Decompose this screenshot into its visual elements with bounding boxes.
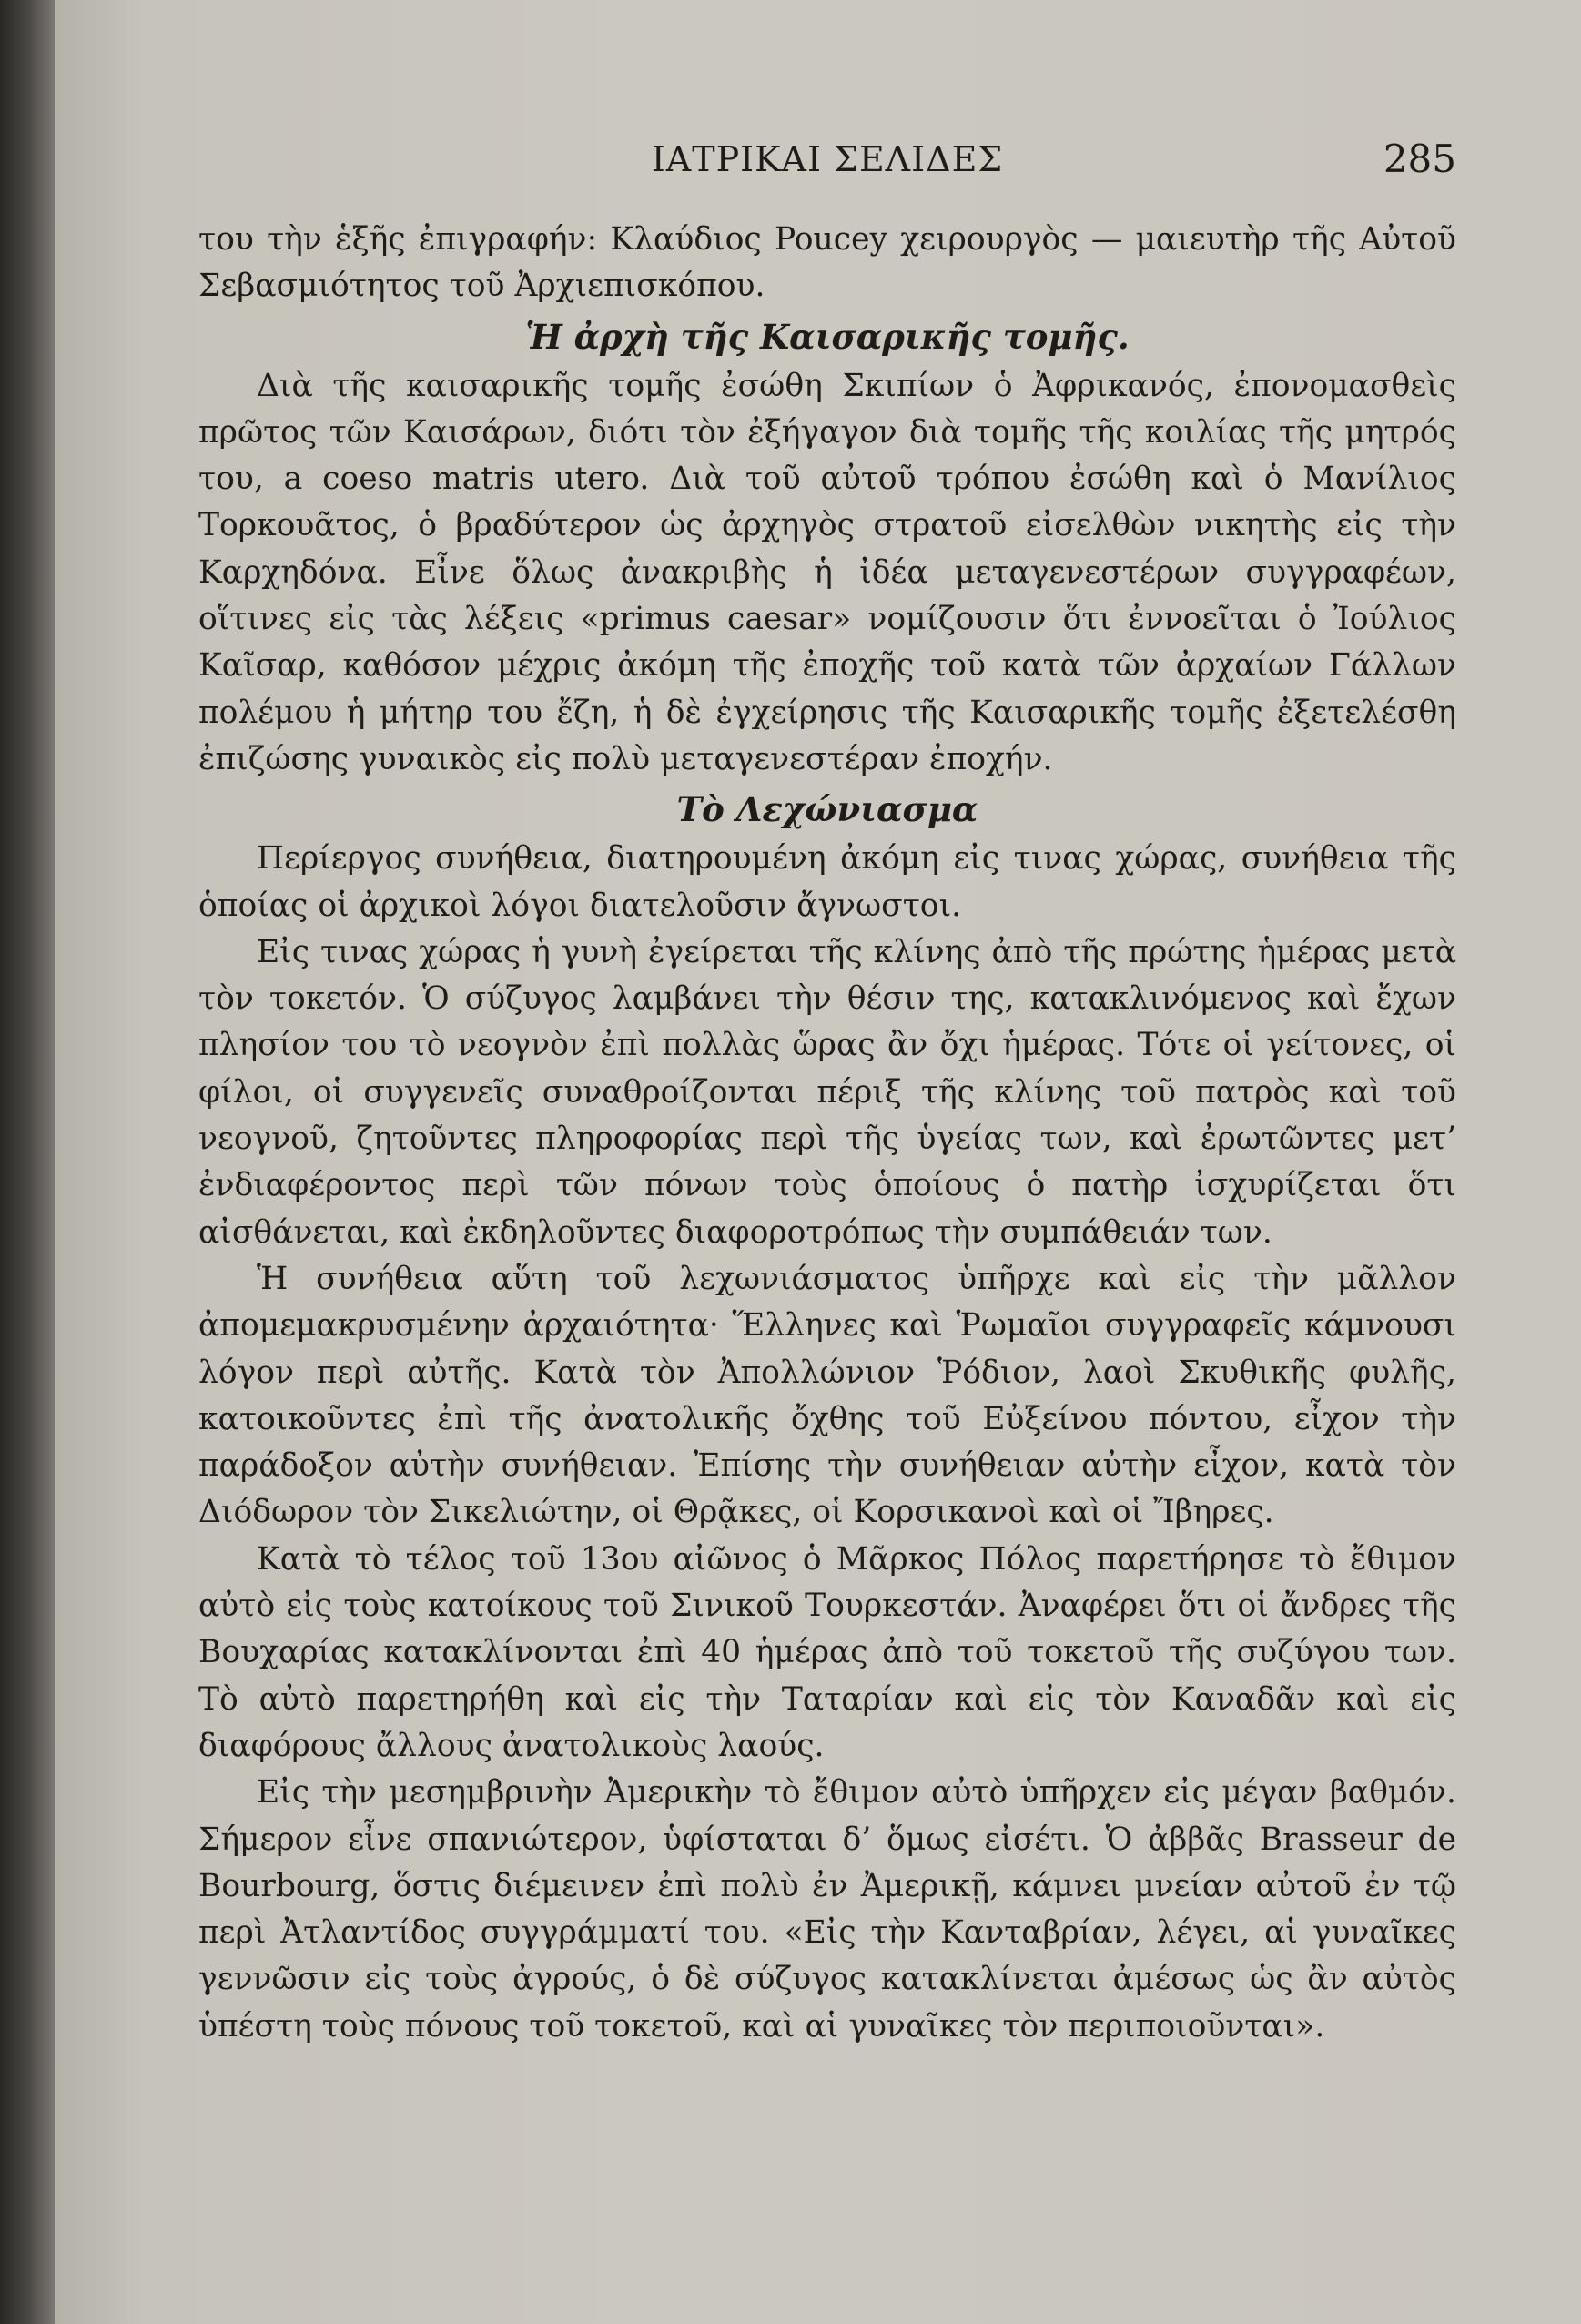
paragraph-marco-polo: Κατὰ τὸ τέλος τοῦ 13ου αἰῶνος ὁ Μᾶρκος Πόλος παρετήρησε τὸ ἔθιμον αὐτὸ εἰς τοὺς κατοίκους τοῦ Σινικοῦ Τουρκεστάν. Ἀναφέρει ὅτι οἱ ἄνδρες τῆς Βουχαρίας κατακλίνονται ἐπὶ 40 ἡμέρας ἀπὸ τοῦ τοκετοῦ τῆς συζύγου των. Τὸ αὐτὸ παρετηρήθη καὶ εἰς τὴν Ταταρίαν καὶ εἰς τὸν Καναδᾶν καὶ εἰς διαφόρους ἄλλους ἀνατολικοὺς λαούς. [198,1540,1456,1764]
running-head [198,137,1456,182]
section-heading-couvade: Τὸ Λεχώνιασμα [676,789,978,830]
body-text [198,217,1456,2050]
book-page [55,0,1581,2324]
paragraph-antiquity: Ἡ συνήθεια αὕτη τοῦ λεχωνιάσματος ὑπῆρχε καὶ εἰς τὴν μᾶλλον ἀπομεμακρυσμένην ἀρχαιότητα· Ἕλληνες καὶ Ῥωμαῖοι συγγραφεῖς κάμνουσι λόγον περὶ αὐτῆς. Κατὰ τὸν Ἀπολλώνιον Ῥόδιον, λαοὶ Σκυθικῆς φυλῆς, κατοικοῦντες ἐπὶ τῆς ἀνατολικῆς ὄχθης τοῦ Εὐξείνου πόντου, εἶχον τὴν παράδοξον αὐτὴν συνήθειαν. Ἐπίσης τὴν συνήθειαν αὐτὴν εἶχον, κατὰ τὸν Διόδωρον τὸν Σικελιώτην, οἱ Θρᾷκες, οἱ Κορσικανοὶ καὶ οἱ Ἴβηρες. [198,1260,1456,1531]
paragraph-america: Εἰς τὴν μεσημβρινὴν Ἀμερικὴν τὸ ἔθιμον αὐτὸ ὑπῆρχεν εἰς μέγαν βαθμόν. Σήμερον εἶνε σπανιώτερον, ὑφίσταται δ’ ὅμως εἰσέτι. Ὁ ἀββᾶς Brasseur de Bourbourg, ὅστις διέμεινεν ἐπὶ πολὺ ἐν Ἀμερικῇ, κάμνει μνείαν αὐτοῦ ἐν τῷ περὶ Ἀτλαντίδος συγγράμματί του. «Εἰς τὴν Κανταβρίαν, λέγει, αἱ γυναῖκες γεννῶσιν εἰς τοὺς ἀγρούς, ὁ δὲ σύζυγος κατακλίνεται ἀμέσως ὡς ἂν αὐτὸς ὑπέστη τοὺς πόνους τοῦ τοκετοῦ, καὶ αἱ γυναῖκες τὸν περιποιοῦνται». [198,1774,1456,2045]
paragraph-custom-intro: Περίεργος συνήθεια, διατηρουμένη ἀκόμη εἰς τινας χώρας, συνήθεια τῆς ὁποίας οἱ ἀρχικοὶ λόγοι διατελοῦσιν ἄγνωστοι. [198,840,1456,924]
running-title: ΙΑΤΡΙΚΑΙ ΣΕΛΙΔΕΣ [651,139,1004,179]
paragraph-custom-description: Εἰς τινας χώρας ἡ γυνὴ ἐγείρεται τῆς κλίνης ἀπὸ τῆς πρώτης ἡμέρας μετὰ τὸν τοκετόν. Ὁ σύζυγος λαμβάνει τὴν θέσιν της, κατακλινόμενος καὶ ἔχων πλησίον του τὸ νεογνὸν ἐπὶ πολλὰς ὥρας ἂν ὄχι ἡμέρας. Τότε οἱ γείτονες, οἱ φίλοι, οἱ συγγενεῖς συναθροίζονται πέριξ τῆς κλίνης τοῦ πατρὸς καὶ τοῦ νεογνοῦ, ζητοῦντες πληροφορίας περὶ τῆς ὑγείας των, καὶ ἐρωτῶντες μετ’ ἐνδιαφέροντος περὶ τῶν πόνων τοὺς ὁποίους ὁ πατὴρ ἰσχυρίζεται ὅτι αἰσθάνεται, καὶ ἐκδηλοῦντες διαφοροτρόπως τὴν συμπάθειάν των. [198,933,1456,1251]
section-heading-caesarean: Ἡ ἀρχὴ τῆς Καισαρικῆς τομῆς. [525,316,1130,357]
paragraph-caesarean: Διὰ τῆς καισαρικῆς τομῆς ἐσώθη Σκιπίων ὁ Ἀφρικανός, ἐπονομασθεὶς πρῶτος τῶν Καισάρων, διότι τὸν ἐξήγαγον διὰ τομῆς τῆς κοιλίας τῆς μητρός του, a coeso matris utero. Διὰ τοῦ αὐτοῦ τρόπου ἐσώθη καὶ ὁ Μανίλιος Τορκουᾶτος, ὁ βραδύτερον ὡς ἀρχηγὸς στρατοῦ εἰσελθὼν νικητὴς εἰς τὴν Καρχηδόνα. Εἶνε ὅλως ἀνακριβὴς ἡ ἰδέα μεταγενεστέρων συγγραφέων, οἵτινες εἰς τὰς λέξεις «primus caesar» νομίζουσιν ὅτι ἐννοεῖται ὁ Ἰούλιος Καῖσαρ, καθόσον μέχρις ἀκόμη τῆς ἐποχῆς τοῦ κατὰ τῶν ἀρχαίων Γάλλων πολέμου ἡ μήτηρ του ἔζη, ἡ δὲ ἐγχείρησις τῆς Καισαρικῆς τομῆς ἐξετελέσθη ἐπιζώσης γυναικὸς εἰς πολὺ μεταγενεστέραν ἐποχήν. [198,367,1456,777]
paragraph-continuation: του τὴν ἑξῆς ἐπιγραφήν: Κλαύδιος Poucey χειρουργὸς — μαιευτὴρ τῆς Αὐτοῦ Σεβασμιότητος τοῦ Ἀρχιεπισκόπου. [198,221,1456,305]
page-number: 285 [1383,137,1456,181]
